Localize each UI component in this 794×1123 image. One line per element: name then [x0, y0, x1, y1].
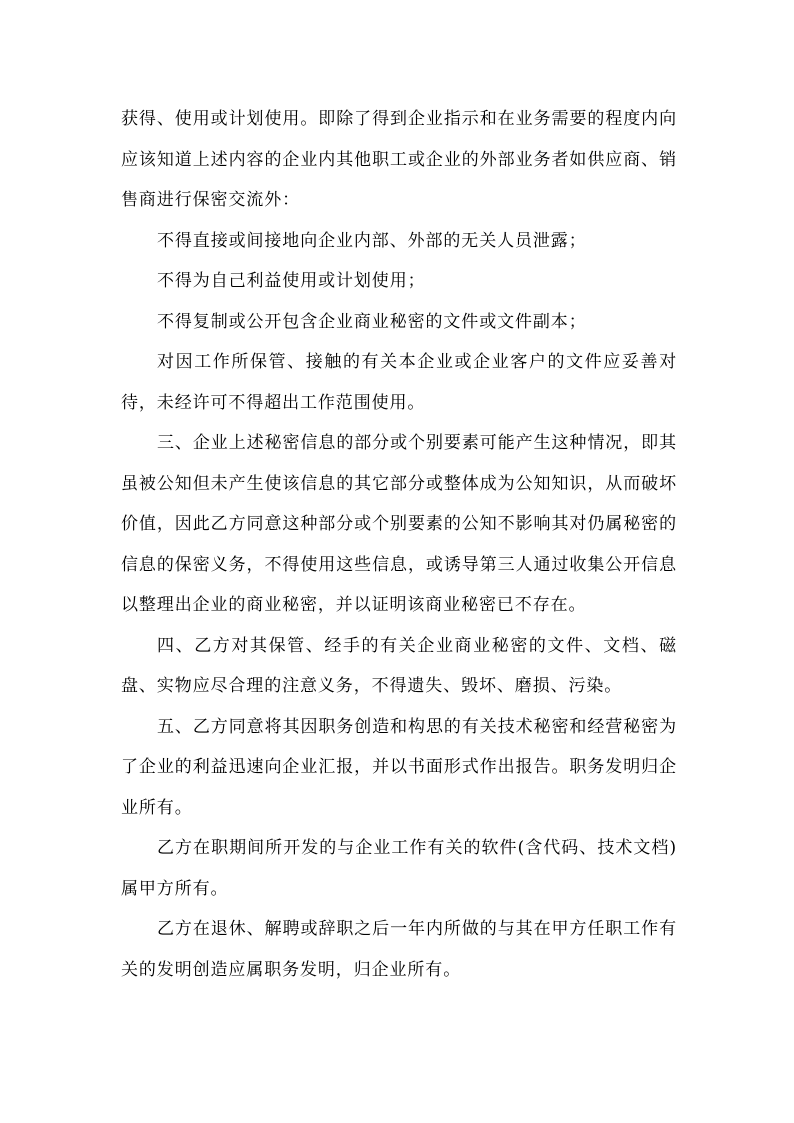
paragraph-clause-1: 不得直接或间接地向企业内部、外部的无关人员泄露；: [157, 230, 587, 251]
paragraph-section-3: 三、企业上述秘密信息的部分或个别要素可能产生这种情况，即其虽被公知但未产生使该信息的其它部分或整体成为公知知识，从而破坏价值，因此乙方同意这种部分或个别要素的公知不影响其对仍属秘密的信息的保密义务，不得使用这些信息，或诱导第三人通过收集公开信息以整理出企业的商业秘密，并以证明该商业秘密已不存在。: [121, 433, 677, 615]
paragraph-continuation: 获得、使用或计划使用。即除了得到企业指示和在业务需要的程度内向应该知道上述内容的企业内其他职工或企业的外部业务者如供应商、销售商进行保密交流外：: [121, 109, 677, 210]
paragraph-software-ownership: 乙方在职期间所开发的与企业工作有关的软件(含代码、技术文档)属甲方所有。: [121, 838, 677, 899]
paragraph-section-4: 四、乙方对其保管、经手的有关企业商业秘密的文件、文档、磁盘、实物应尽合理的注意义务，不得遗失、毁坏、磨损、污染。: [121, 635, 677, 696]
paragraph-clause-2: 不得为自己利益使用或计划使用；: [157, 271, 426, 291]
paragraph-clause-3: 不得复制或公开包含企业商业秘密的文件或文件副本；: [157, 311, 587, 332]
paragraph-section-5: 五、乙方同意将其因职务创造和构思的有关技术秘密和经营秘密为了企业的利益迅速向企业汇报，并以书面形式作出报告。职务发明归企业所有。: [121, 716, 677, 818]
document-body: [121, 99, 677, 990]
paragraph-post-employment: 乙方在退休、解聘或辞职之后一年内所做的与其在甲方任职工作有关的发明创造应属职务发明，归企业所有。: [121, 919, 677, 980]
paragraph-clause-4: 对因工作所保管、接触的有关本企业或企业客户的文件应妥善对待，未经许可不得超出工作范围使用。: [121, 352, 677, 413]
